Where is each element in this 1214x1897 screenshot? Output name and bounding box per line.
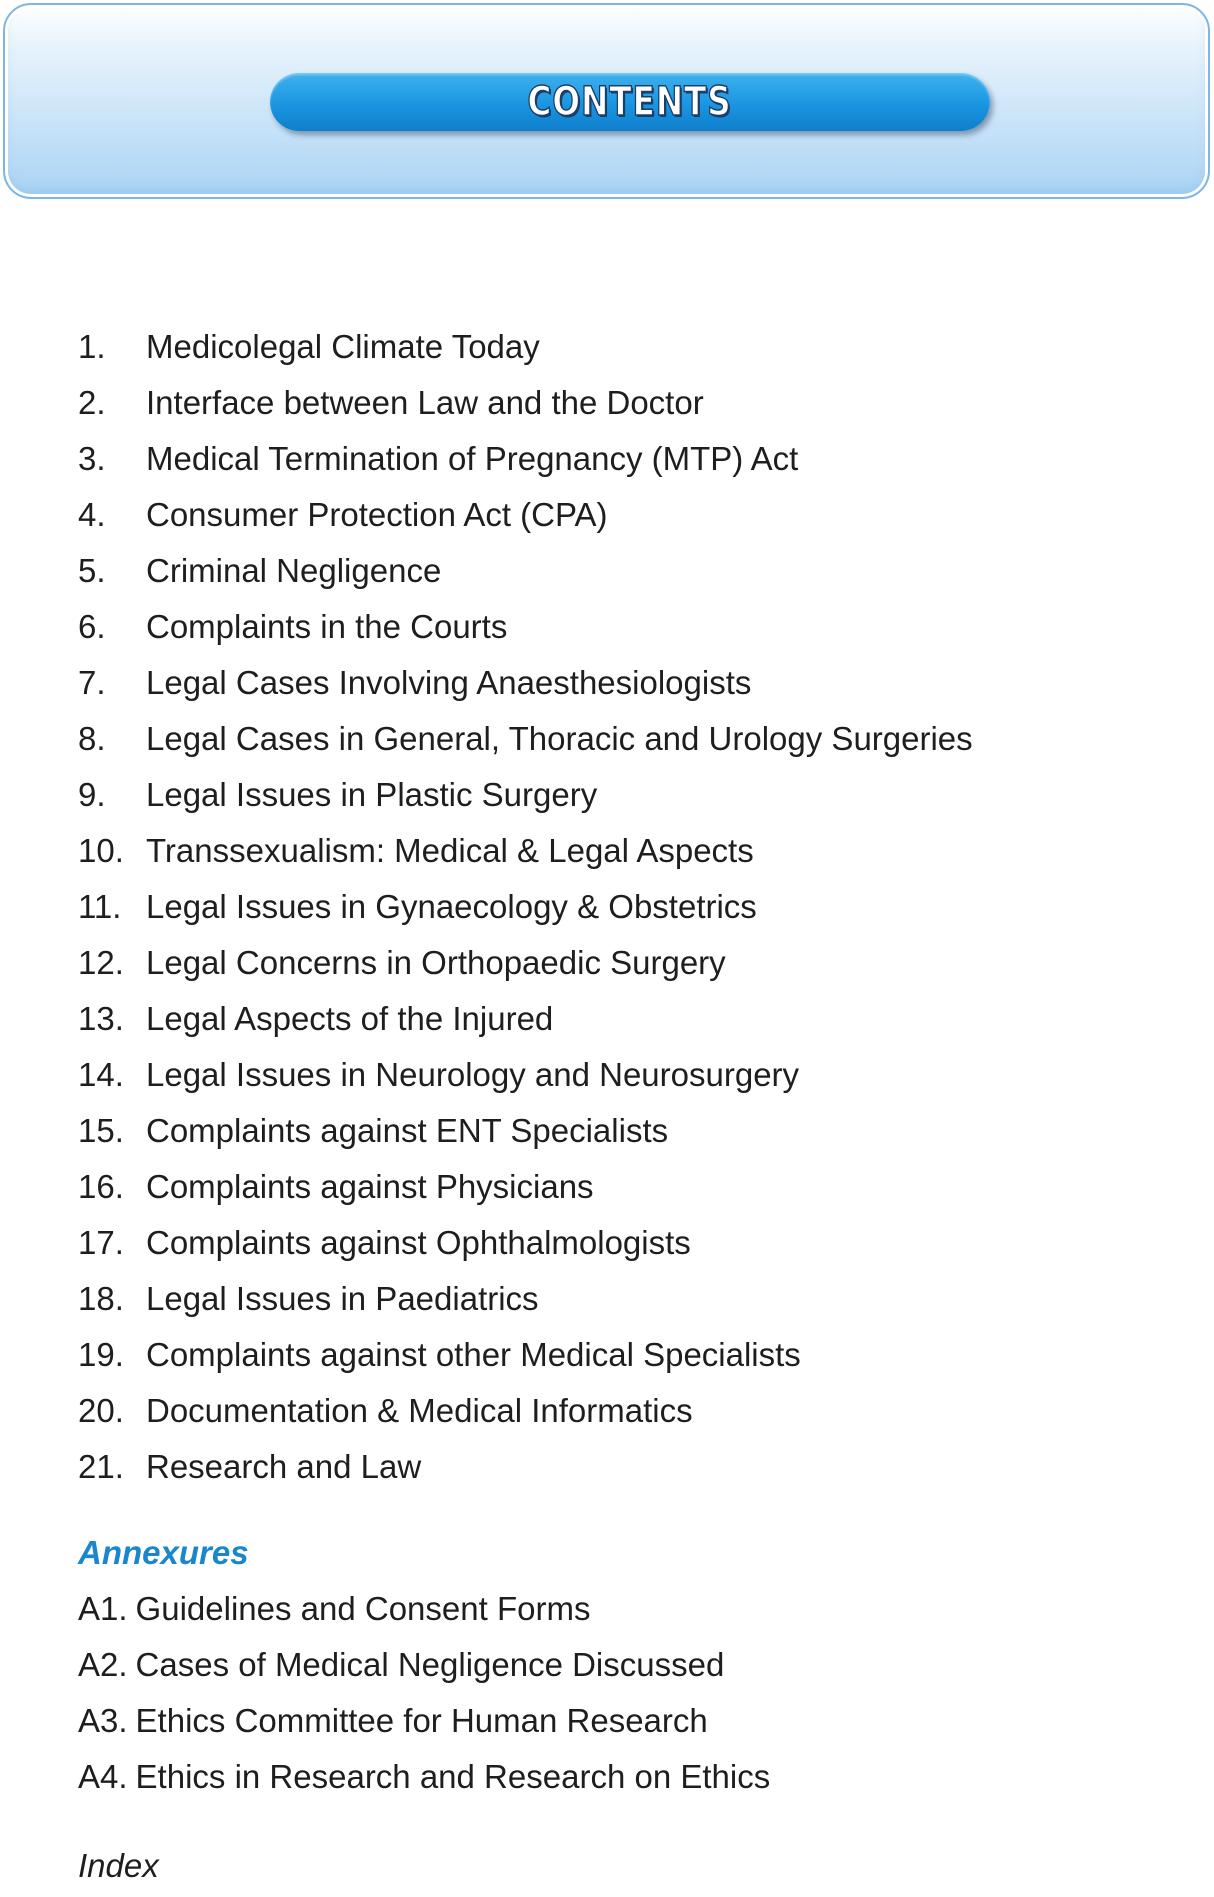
chapter-entry[interactable] [78,487,1178,543]
chapter-title: Legal Cases Involving Anaesthesiologists [146,664,752,701]
chapter-entry[interactable] [78,879,1178,935]
chapter-title: Legal Aspects of the Injured [146,1000,554,1037]
chapter-title: Documentation & Medical Informatics [146,1392,693,1429]
chapter-entry[interactable] [78,543,1178,599]
annexure-title: Cases of Medical Negligence Discussed [135,1646,725,1683]
chapter-entry[interactable] [78,431,1178,487]
chapter-number: 17. [78,1224,124,1261]
chapter-entry[interactable] [78,711,1178,767]
chapter-title: Criminal Negligence [146,552,442,589]
chapter-title: Interface between Law and the Doctor [146,384,704,421]
contents-header-panel [3,3,1210,199]
chapter-entry[interactable] [78,599,1178,655]
chapter-entry[interactable] [78,655,1178,711]
chapter-title: Complaints in the Courts [146,608,508,645]
chapter-number: 16. [78,1168,124,1205]
chapter-number: 20. [78,1392,124,1429]
chapter-title: Complaints against ENT Specialists [146,1112,669,1149]
chapter-title: Consumer Protection Act (CPA) [146,496,608,533]
chapter-entry[interactable] [78,319,1178,375]
chapter-title: Legal Cases in General, Thoracic and Urology Surgeries [146,720,973,757]
chapter-title: Complaints against Ophthalmologists [146,1224,691,1261]
chapter-entry[interactable] [78,1271,1178,1327]
chapter-title: Transsexualism: Medical & Legal Aspects [146,832,754,869]
chapter-title: Complaints against other Medical Specialists [146,1336,801,1373]
chapter-number: 19. [78,1336,124,1373]
annexure-number: A4. [78,1758,128,1795]
contents-title-banner [270,73,990,131]
chapter-entry[interactable] [78,991,1178,1047]
chapter-entry[interactable] [78,823,1178,879]
chapter-number: 8. [78,720,106,757]
chapter-entry[interactable] [78,1439,1178,1495]
annexures-heading: Annexures [78,1534,249,1571]
chapter-number: 15. [78,1112,124,1149]
chapter-number: 5. [78,552,106,589]
chapter-number: 11. [78,888,122,925]
index-entry[interactable]: Index [78,1847,159,1884]
chapter-number: 14. [78,1056,124,1093]
chapter-number: 6. [78,608,106,645]
annexure-number: A2. [78,1646,128,1683]
annexure-title: Ethics in Research and Research on Ethics [135,1758,771,1795]
chapter-number: 21. [78,1448,124,1485]
chapter-title: Legal Concerns in Orthopaedic Surgery [146,944,726,981]
chapter-title: Complaints against Physicians [146,1168,594,1205]
chapter-title: Legal Issues in Gynaecology & Obstetrics [146,888,757,925]
chapter-title: Medical Termination of Pregnancy (MTP) Act [146,440,799,477]
chapter-title: Legal Issues in Plastic Surgery [146,776,598,813]
chapter-title: Research and Law [146,1448,422,1485]
chapter-entry[interactable] [78,1327,1178,1383]
chapter-list [78,319,1178,1495]
annexure-entry[interactable] [78,1637,1178,1693]
chapter-number: 3. [78,440,106,477]
chapter-number: 7. [78,664,106,701]
annexure-list [78,1581,1178,1805]
chapter-title: Medicolegal Climate Today [146,328,540,365]
chapter-number: 4. [78,496,106,533]
chapter-number: 13. [78,1000,124,1037]
annexure-entry[interactable] [78,1749,1178,1805]
annexure-title: Guidelines and Consent Forms [135,1590,591,1627]
chapter-title: Legal Issues in Paediatrics [146,1280,539,1317]
annexure-entry[interactable] [78,1581,1178,1637]
chapter-entry[interactable] [78,1103,1178,1159]
chapter-entry[interactable] [78,1159,1178,1215]
annexure-title: Ethics Committee for Human Research [135,1702,708,1739]
chapter-number: 9. [78,776,106,813]
chapter-number: 2. [78,384,106,421]
annexure-number: A3. [78,1702,128,1739]
chapter-number: 18. [78,1280,124,1317]
chapter-entry[interactable] [78,935,1178,991]
chapter-number: 10. [78,832,124,869]
chapter-number: 1. [78,328,106,365]
chapter-entry[interactable] [78,767,1178,823]
chapter-number: 12. [78,944,124,981]
chapter-title: Legal Issues in Neurology and Neurosurgery [146,1056,800,1093]
annexure-number: A1. [78,1590,128,1627]
chapter-entry[interactable] [78,1215,1178,1271]
chapter-entry[interactable] [78,1383,1178,1439]
chapter-entry[interactable] [78,375,1178,431]
page-title: CONTENTS [527,79,733,125]
annexure-entry[interactable] [78,1693,1178,1749]
chapter-entry[interactable] [78,1047,1178,1103]
